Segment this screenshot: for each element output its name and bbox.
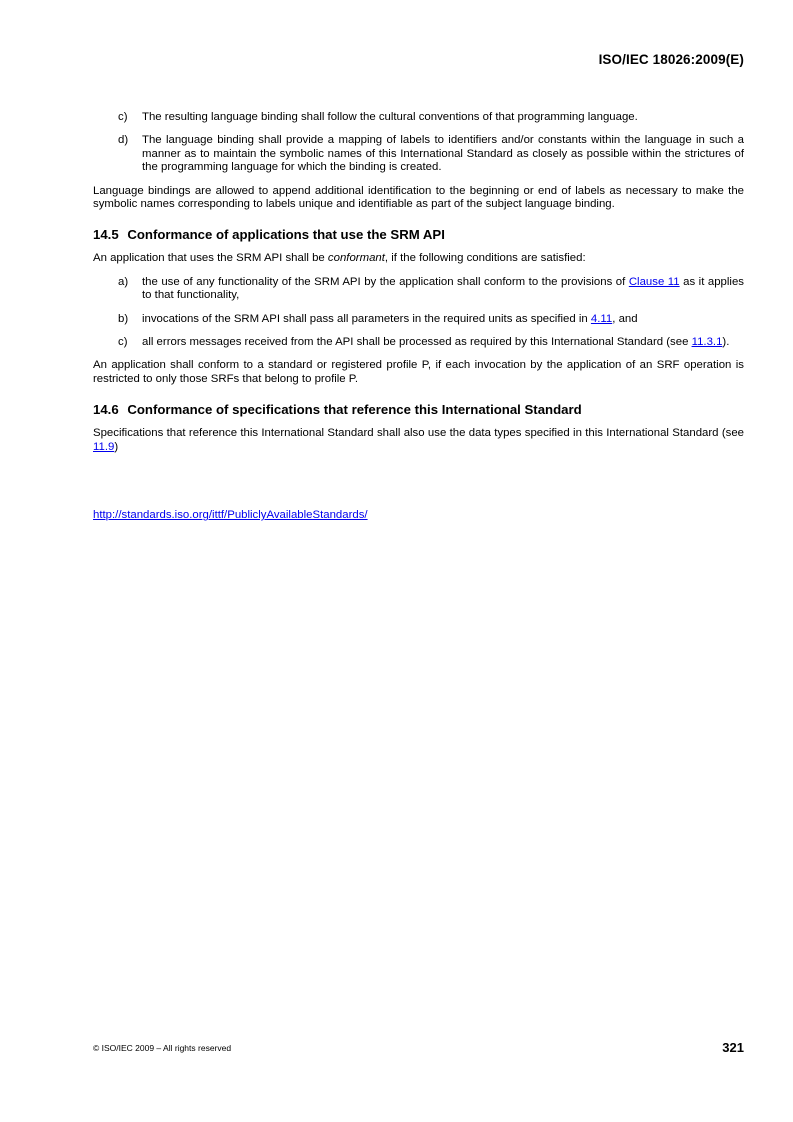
list-item-d — [93, 134, 744, 174]
section-14-5-intro — [93, 252, 744, 265]
list-item-text: The language binding shall provide a mapping of labels to identifiers and/or constants within the language in such a manner as to maintain the symbolic names of this International Standard as closely as possible within the strictures of the programming language for which the binding is created. — [142, 134, 744, 174]
section-title: Conformance of applications that use the SRM API — [127, 227, 445, 243]
running-header: ISO/IEC 18026:2009(E) — [598, 52, 744, 67]
item-text-end: as it applies to that functionality, — [142, 275, 744, 302]
clause-11-link[interactable]: Clause 11 — [628, 275, 680, 288]
page-number: 321 — [722, 1040, 744, 1055]
section-title: Conformance of specifications that reference this International Standard — [127, 402, 582, 418]
intro-text-end: , if the following conditions are satisfied: — [384, 252, 586, 265]
page-content — [93, 111, 744, 533]
list-item-text — [142, 276, 744, 303]
standards-url-link[interactable]: http://standards.iso.org/ittf/PubliclyAvailableStandards/ — [93, 509, 368, 522]
section-4-11-link[interactable]: 4.11 — [590, 312, 613, 325]
list-item-a — [93, 276, 744, 303]
item-text-end: , and — [612, 312, 638, 325]
section-14-5-heading — [93, 227, 744, 242]
list-item-c2 — [93, 336, 744, 349]
url-paragraph — [93, 509, 744, 522]
section-14-6-text — [93, 427, 744, 454]
list-item-label: b) — [118, 312, 129, 325]
item-text-end: ). — [722, 336, 730, 349]
section-number: 14.6 — [93, 402, 119, 418]
section-14-5-closing: An application shall conform to a standard or registered profile P, if each invocation by the application of an SRF operation is restricted to only those SRFs that belong to profile P. — [93, 359, 744, 385]
list-item-text — [142, 313, 744, 326]
section-text: Specifications that reference this International Standard shall also use the data types specified in this International Standard (see — [93, 427, 744, 440]
list-item-label: c) — [118, 336, 128, 349]
copyright-notice: © ISO/IEC 2009 – All rights reserved — [93, 1043, 232, 1053]
item-text: all errors messages received from the API shall be processed as required by this International Standard (see — [142, 336, 692, 349]
section-text-end: ) — [114, 440, 119, 453]
intro-emphasis: conformant — [327, 252, 385, 265]
section-number: 14.5 — [93, 227, 119, 243]
list-item-c — [93, 111, 744, 124]
item-text: invocations of the SRM API shall pass all parameters in the required units as specified in — [142, 312, 591, 325]
section-11-3-1-link[interactable]: 11.3.1 — [691, 336, 723, 349]
section-11-9-link[interactable]: 11.9 — [93, 440, 115, 453]
item-text: the use of any functionality of the SRM API by the application shall conform to the provisions of — [142, 275, 629, 288]
list-item-label: a) — [118, 275, 129, 288]
intro-text: An application that uses the SRM API shall be — [93, 252, 328, 265]
section-14-6-heading — [93, 402, 744, 417]
list-item-b — [93, 313, 744, 326]
list-item-text: The resulting language binding shall follow the cultural conventions of that programming language. — [142, 111, 638, 123]
list-item-label: c) — [118, 111, 128, 123]
list-item-text — [142, 336, 744, 349]
list-item-label: d) — [118, 134, 129, 147]
language-bindings-paragraph: Language bindings are allowed to append additional identification to the beginning or end of labels as necessary to make the symbolic names corresponding to labels unique and identifiable as part of the subject language binding. — [93, 184, 744, 211]
